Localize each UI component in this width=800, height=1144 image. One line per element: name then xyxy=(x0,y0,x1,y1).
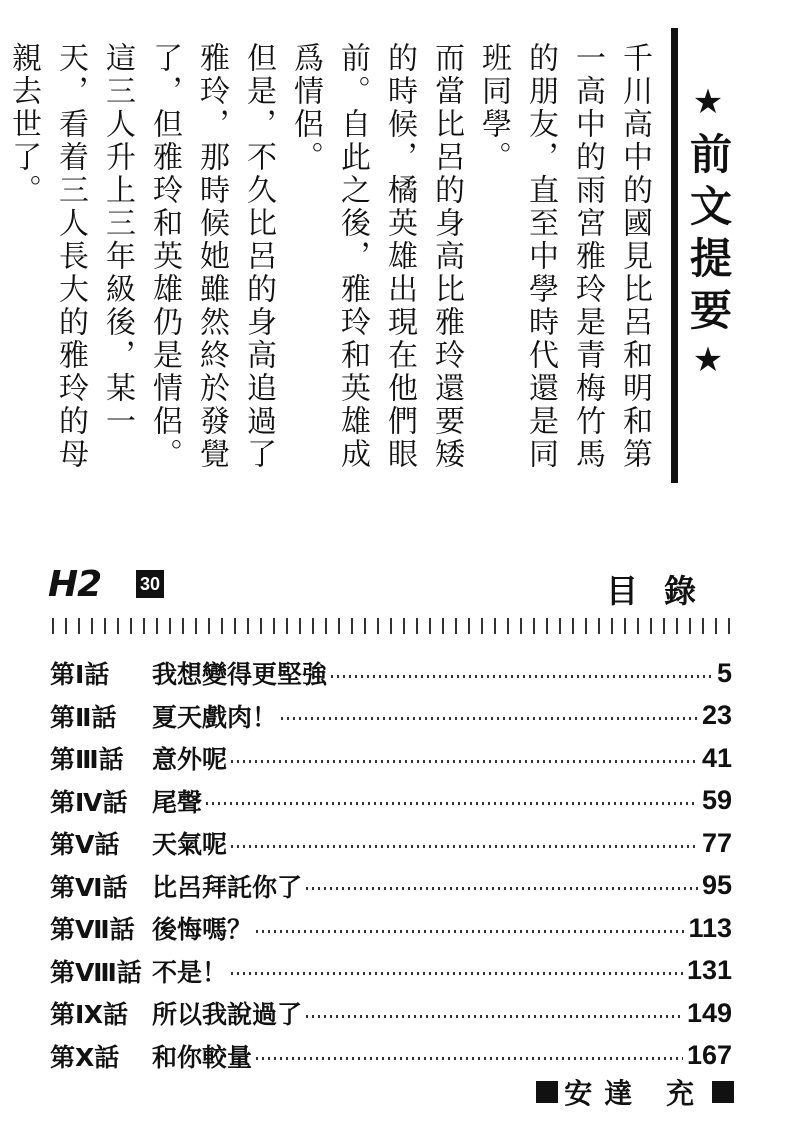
chapter-number: 第Ⅱ話 xyxy=(50,702,117,732)
dot-leader xyxy=(206,802,698,805)
dot-leader xyxy=(256,1057,683,1060)
toc-entry[interactable] xyxy=(50,950,732,993)
chapter-title: 天氣呢 xyxy=(152,830,228,860)
dot-leader xyxy=(231,760,698,763)
chapter-page: 77 xyxy=(701,827,732,858)
chapter-title: 和你較量 xyxy=(152,1042,253,1072)
chapter-title: 不是！ xyxy=(152,957,228,987)
chapter-page: 5 xyxy=(716,657,732,688)
synopsis-body xyxy=(0,42,658,482)
synopsis-section xyxy=(6,22,786,492)
dot-leader xyxy=(306,887,698,890)
chapter-page: 131 xyxy=(686,955,732,986)
chapter-number: 第Ⅳ話 xyxy=(50,787,128,817)
dot-leader xyxy=(306,1015,683,1018)
chapter-number: 第Ⅰ話 xyxy=(50,660,110,690)
square-icon xyxy=(536,1081,558,1103)
toc-entry[interactable] xyxy=(50,737,732,780)
author-name: 安達 充 xyxy=(564,1077,706,1110)
toc-entry[interactable] xyxy=(50,907,732,950)
toc-entry[interactable] xyxy=(50,822,732,865)
toc-entry[interactable] xyxy=(50,992,732,1035)
chapter-page: 95 xyxy=(701,870,732,901)
toc-list xyxy=(50,652,732,1077)
toc-entry[interactable] xyxy=(50,780,732,823)
dot-leader xyxy=(231,972,683,975)
synopsis-paragraph: 而當比呂的身高比雅玲還要矮的時候，橘英雄出現在他們眼前。自此之後，雅玲和英雄成爲情侶。 xyxy=(288,42,464,471)
chapter-page: 59 xyxy=(701,785,732,816)
chapter-title: 尾聲 xyxy=(152,787,203,817)
chapter-title: 意外呢 xyxy=(152,745,228,775)
synopsis-heading-text: 前文提要 xyxy=(684,132,733,340)
synopsis-paragraph: 這三人升上三年級後，某一天，看着三人長大的雅玲的母親去世了。 xyxy=(6,42,135,471)
chapter-number: 第Ⅲ話 xyxy=(50,745,124,775)
chapter-number: 第Ⅹ話 xyxy=(50,1042,120,1072)
square-icon xyxy=(712,1081,734,1103)
chapter-title: 我想變得更堅強 xyxy=(152,660,328,690)
series-logo: H2 xyxy=(48,564,102,605)
chapter-number: 第Ⅶ話 xyxy=(50,915,135,945)
dot-leader xyxy=(281,717,698,720)
synopsis-paragraph: 千川高中的國見比呂和明和第一高中的雨宮雅玲是青梅竹馬的朋友，直至中學時代還是同班同學。 xyxy=(476,42,652,471)
synopsis-paragraph: 但是，不久比呂的身高追過了雅玲，那時候她雖然終於發覺了，但雅玲和英雄仍是情侶。 xyxy=(147,42,276,471)
toc-entry[interactable] xyxy=(50,695,732,738)
synopsis-heading xyxy=(678,82,738,390)
chapter-title: 所以我說過了 xyxy=(152,1000,303,1030)
dot-leader xyxy=(231,845,698,848)
chapter-title: 後悔嗎？ xyxy=(152,915,253,945)
chapter-page: 113 xyxy=(688,912,732,943)
chapter-page: 167 xyxy=(686,1040,732,1071)
dot-leader xyxy=(331,675,713,678)
toc-entry[interactable] xyxy=(50,1035,732,1078)
toc-entry[interactable] xyxy=(50,865,732,908)
chapter-title: 夏天戲肉！ xyxy=(152,702,278,732)
star-icon: ★ xyxy=(688,340,728,390)
toc-header xyxy=(48,564,722,610)
tick-divider xyxy=(52,618,732,634)
chapter-number: 第Ⅵ話 xyxy=(50,872,128,902)
dot-leader xyxy=(256,930,684,933)
toc-title: 目錄 xyxy=(605,572,722,610)
chapter-page: 41 xyxy=(701,742,732,773)
star-icon: ★ xyxy=(688,82,728,132)
chapter-number: 第Ⅷ話 xyxy=(50,957,142,987)
volume-badge: 30 xyxy=(136,570,164,598)
chapter-number: 第Ⅴ話 xyxy=(50,830,120,860)
toc-entry[interactable] xyxy=(50,652,732,695)
chapter-page: 23 xyxy=(701,700,732,731)
author-credit xyxy=(536,1072,734,1112)
heading-divider xyxy=(671,28,678,483)
chapter-page: 149 xyxy=(686,997,732,1028)
chapter-title: 比呂拜託你了 xyxy=(152,872,303,902)
chapter-number: 第Ⅸ話 xyxy=(50,1000,129,1030)
